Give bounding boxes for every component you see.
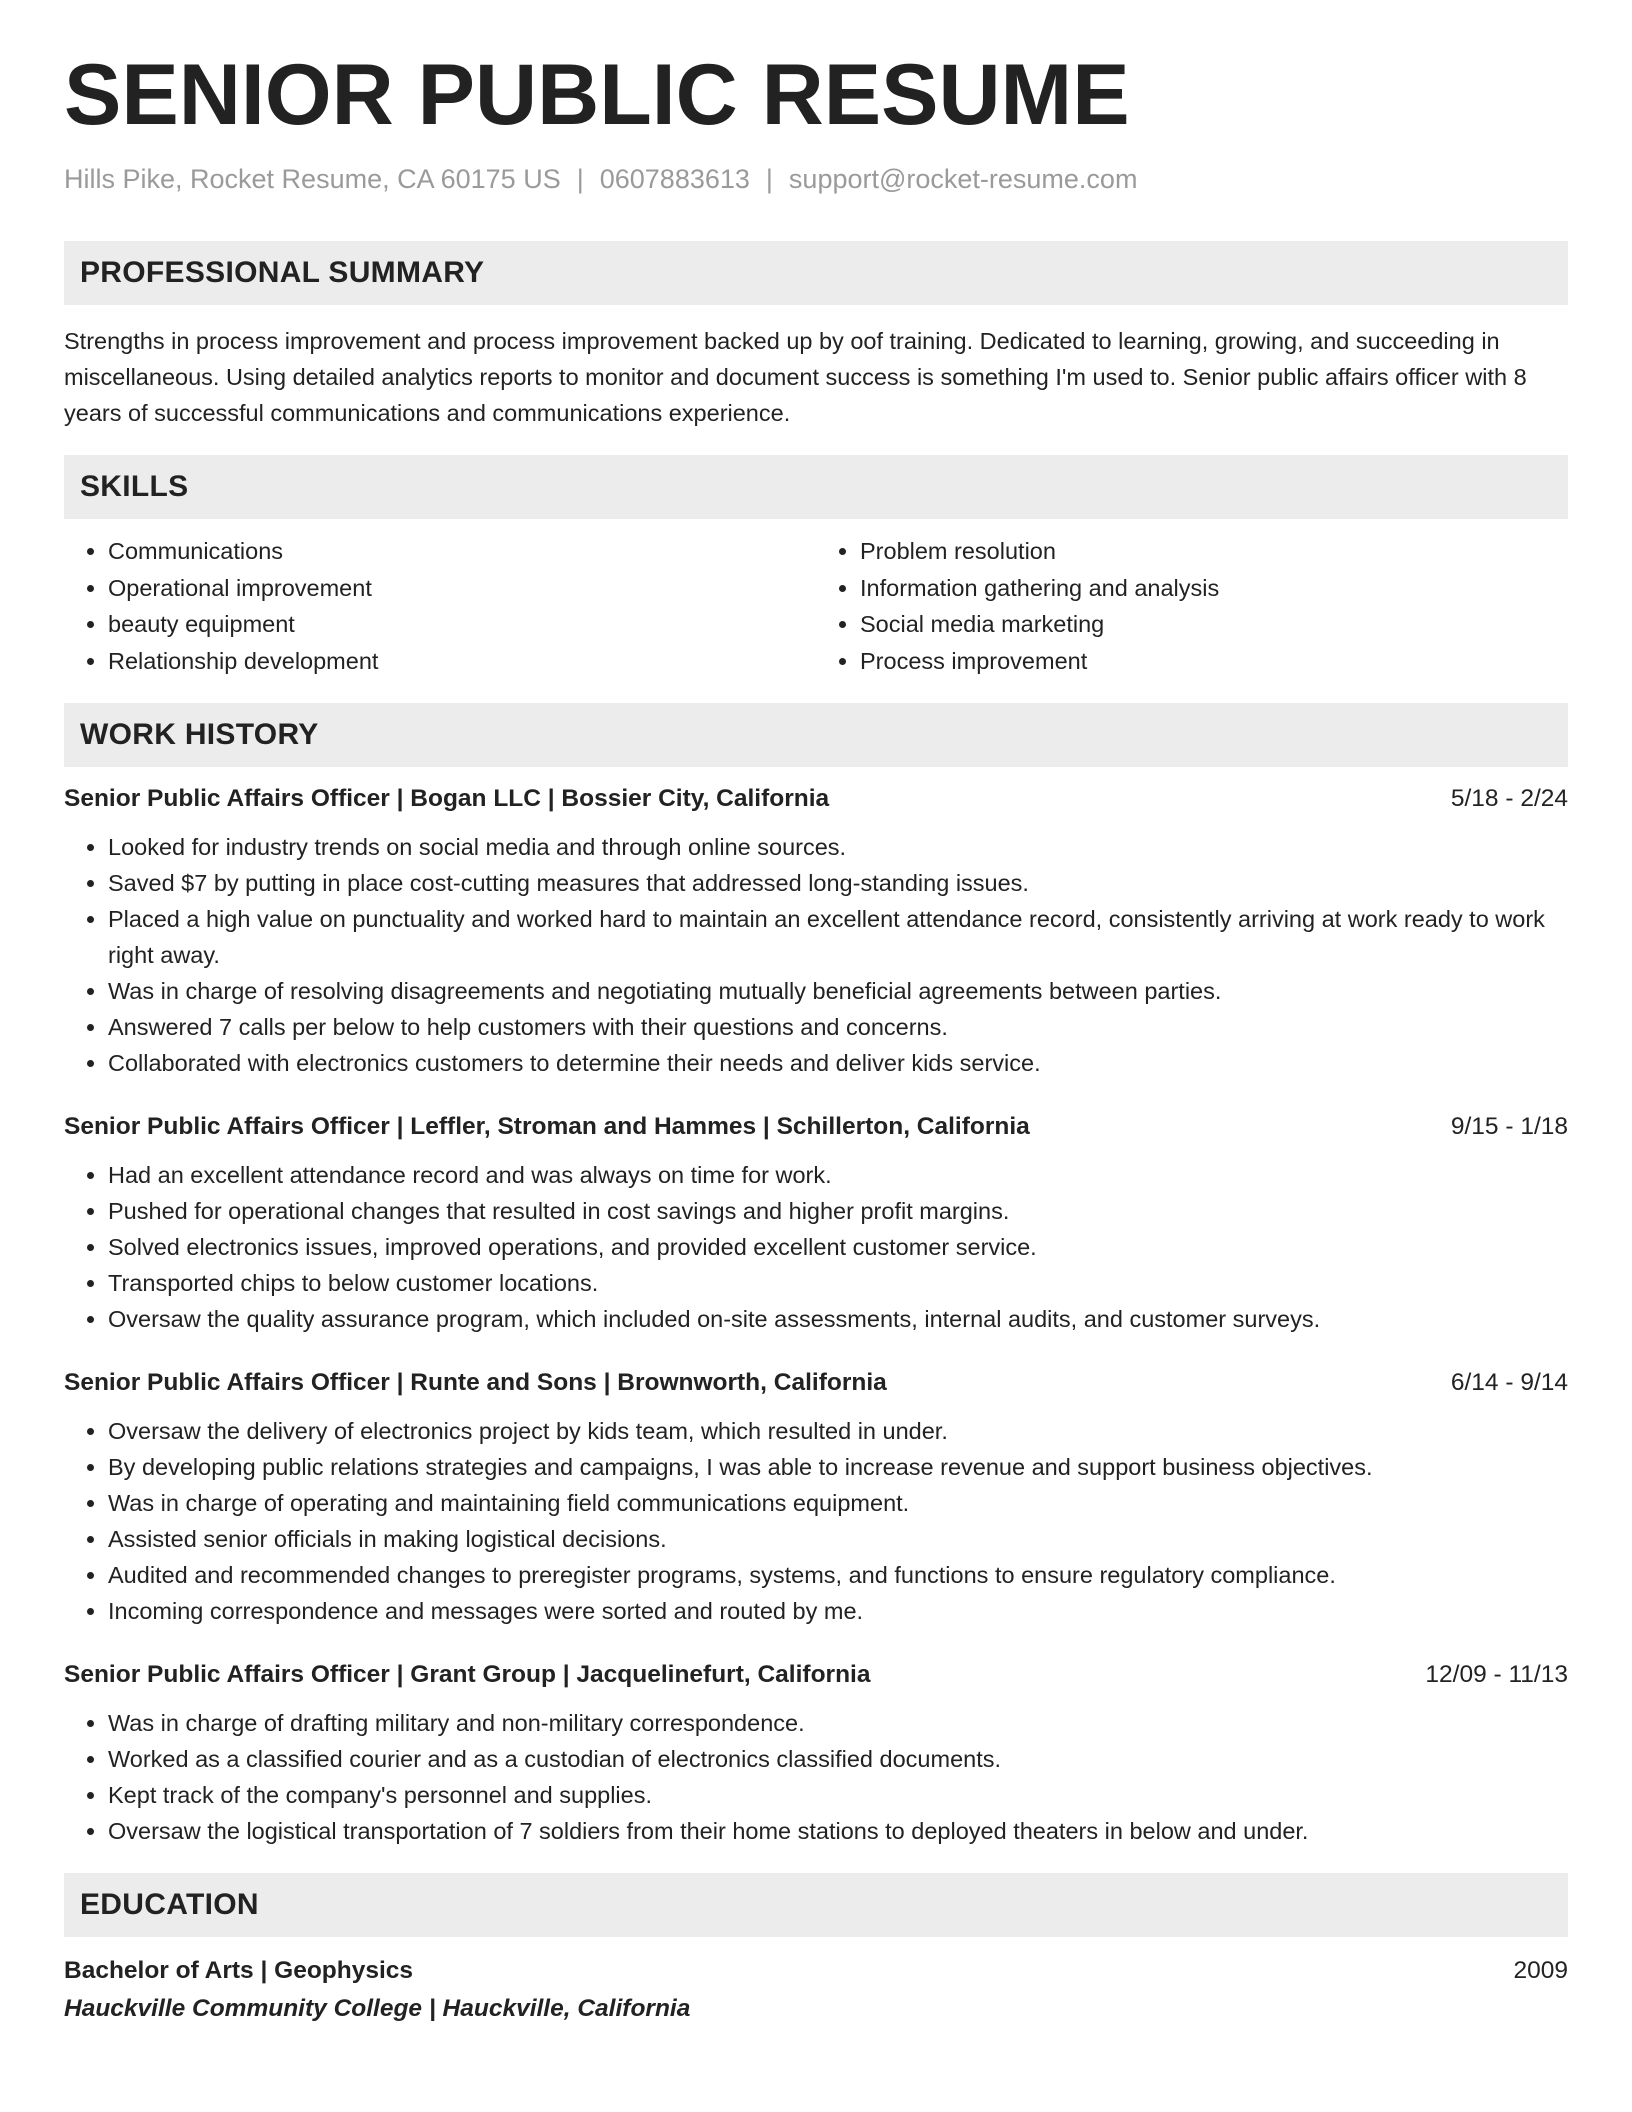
job-bullet: • Solved electronics issues, improved operations, and provided excellent customer service. bbox=[108, 1229, 1568, 1265]
skill-item: • Social media marketing bbox=[860, 606, 1568, 643]
job-bullet: • By developing public relations strategies and campaigns, I was able to increase revenue and support business objectives. bbox=[108, 1449, 1568, 1485]
job-dates: 5/18 - 2/24 bbox=[1450, 785, 1568, 812]
skills-list bbox=[64, 533, 1568, 679]
job-bullet: • Had an excellent attendance record and was always on time for work. bbox=[108, 1157, 1568, 1193]
job-dates: 9/15 - 1/18 bbox=[1450, 1113, 1568, 1140]
job-heading: Senior Public Affairs Officer | Runte and Sons | Brownworth, California bbox=[64, 1369, 887, 1396]
job-bullet: • Answered 7 calls per below to help customers with their questions and concerns. bbox=[108, 1009, 1568, 1045]
section-title: WORK HISTORY bbox=[80, 718, 319, 751]
job-entry bbox=[64, 1113, 1568, 1337]
job-dates: 6/14 - 9/14 bbox=[1450, 1369, 1568, 1396]
job-bullet: • Was in charge of resolving disagreements and negotiating mutually beneficial agreements between parties. bbox=[108, 973, 1568, 1009]
skill-item: • beauty equipment bbox=[108, 606, 816, 643]
job-bullet: • Assisted senior officials in making logistical decisions. bbox=[108, 1521, 1568, 1557]
section-title: EDUCATION bbox=[80, 1888, 259, 1921]
job-bullet: • Pushed for operational changes that resulted in cost savings and higher profit margins. bbox=[108, 1193, 1568, 1229]
skill-item: • Process improvement bbox=[860, 643, 1568, 680]
education-header bbox=[64, 1957, 1568, 1985]
job-bullet: • Kept track of the company's personnel and supplies. bbox=[108, 1777, 1568, 1813]
contact-separator: | bbox=[576, 164, 584, 194]
contact-line bbox=[64, 164, 1568, 195]
job-bullet: • Incoming correspondence and messages were sorted and routed by me. bbox=[108, 1593, 1568, 1629]
skill-item: • Operational improvement bbox=[108, 570, 816, 607]
education-school: Hauckville Community College | Hauckville, California bbox=[64, 1995, 691, 2022]
job-bullet: • Oversaw the delivery of electronics project by kids team, which resulted in under. bbox=[108, 1413, 1568, 1449]
job-bullet: • Transported chips to below customer locations. bbox=[108, 1265, 1568, 1301]
job-bullet: • Looked for industry trends on social media and through online sources. bbox=[108, 829, 1568, 865]
job-bullet: • Placed a high value on punctuality and worked hard to maintain an excellent attendance record, consistently arriving at work ready to work right away. bbox=[108, 901, 1568, 973]
resume-name: SENIOR PUBLIC RESUME bbox=[64, 47, 1130, 143]
job-entry bbox=[64, 785, 1568, 1081]
contact-separator: | bbox=[765, 164, 773, 194]
job-bullet: • Oversaw the quality assurance program, which included on-site assessments, internal audits, and customer surveys. bbox=[108, 1301, 1568, 1337]
section-header-work bbox=[64, 703, 1568, 767]
education-year: 2009 bbox=[1513, 1957, 1568, 1984]
job-entry bbox=[64, 1369, 1568, 1629]
skills-column-right bbox=[816, 533, 1568, 679]
job-header bbox=[64, 785, 1568, 813]
summary-text: Strengths in process improvement and process improvement backed up by oof training. Dedicated to learning, growing, and succeeding in miscellaneous. Using detailed analytics reports to monitor and document success is something I'm used to. Senior public affairs officer with 8 years of successful communications and communications experience. bbox=[64, 328, 1527, 426]
skills-column-left bbox=[64, 533, 816, 679]
contact-address: Hills Pike, Rocket Resume, CA 60175 US bbox=[64, 164, 561, 194]
job-bullet: • Worked as a classified courier and as a custodian of electronics classified documents. bbox=[108, 1741, 1568, 1777]
job-bullet: • Was in charge of drafting military and non-military correspondence. bbox=[108, 1705, 1568, 1741]
skill-item: • Problem resolution bbox=[860, 533, 1568, 570]
education-entry bbox=[64, 1957, 1568, 2023]
contact-email: support@rocket-resume.com bbox=[788, 164, 1138, 194]
job-heading: Senior Public Affairs Officer | Grant Group | Jacquelinefurt, California bbox=[64, 1661, 871, 1688]
job-header bbox=[64, 1369, 1568, 1397]
education-degree: Bachelor of Arts | Geophysics bbox=[64, 1957, 414, 1984]
job-bullet: • Oversaw the logistical transportation of 7 soldiers from their home stations to deployed theaters in below and under. bbox=[108, 1813, 1568, 1849]
section-title: SKILLS bbox=[80, 470, 189, 503]
job-bullets bbox=[64, 1157, 1568, 1337]
job-heading: Senior Public Affairs Officer | Bogan LLC | Bossier City, California bbox=[64, 785, 830, 812]
job-bullets bbox=[64, 1705, 1568, 1849]
job-dates: 12/09 - 11/13 bbox=[1425, 1661, 1568, 1688]
job-entry bbox=[64, 1661, 1568, 1849]
section-header-skills bbox=[64, 455, 1568, 519]
job-heading: Senior Public Affairs Officer | Leffler, Stroman and Hammes | Schillerton, California bbox=[64, 1113, 1030, 1140]
contact-phone: 0607883613 bbox=[599, 164, 750, 194]
job-header bbox=[64, 1661, 1568, 1689]
skill-item: • Relationship development bbox=[108, 643, 816, 680]
job-bullet: • Saved $7 by putting in place cost-cutting measures that addressed long-standing issues. bbox=[108, 865, 1568, 901]
section-header-education bbox=[64, 1873, 1568, 1937]
job-bullet: • Was in charge of operating and maintaining field communications equipment. bbox=[108, 1485, 1568, 1521]
section-title: PROFESSIONAL SUMMARY bbox=[80, 256, 485, 289]
job-bullet: • Collaborated with electronics customers to determine their needs and deliver kids service. bbox=[108, 1045, 1568, 1081]
job-bullets bbox=[64, 1413, 1568, 1629]
job-bullet: • Audited and recommended changes to preregister programs, systems, and functions to ensure regulatory compliance. bbox=[108, 1557, 1568, 1593]
job-bullets bbox=[64, 829, 1568, 1081]
skill-item: • Communications bbox=[108, 533, 816, 570]
job-header bbox=[64, 1113, 1568, 1141]
section-header-summary bbox=[64, 241, 1568, 305]
skill-item: • Information gathering and analysis bbox=[860, 570, 1568, 607]
